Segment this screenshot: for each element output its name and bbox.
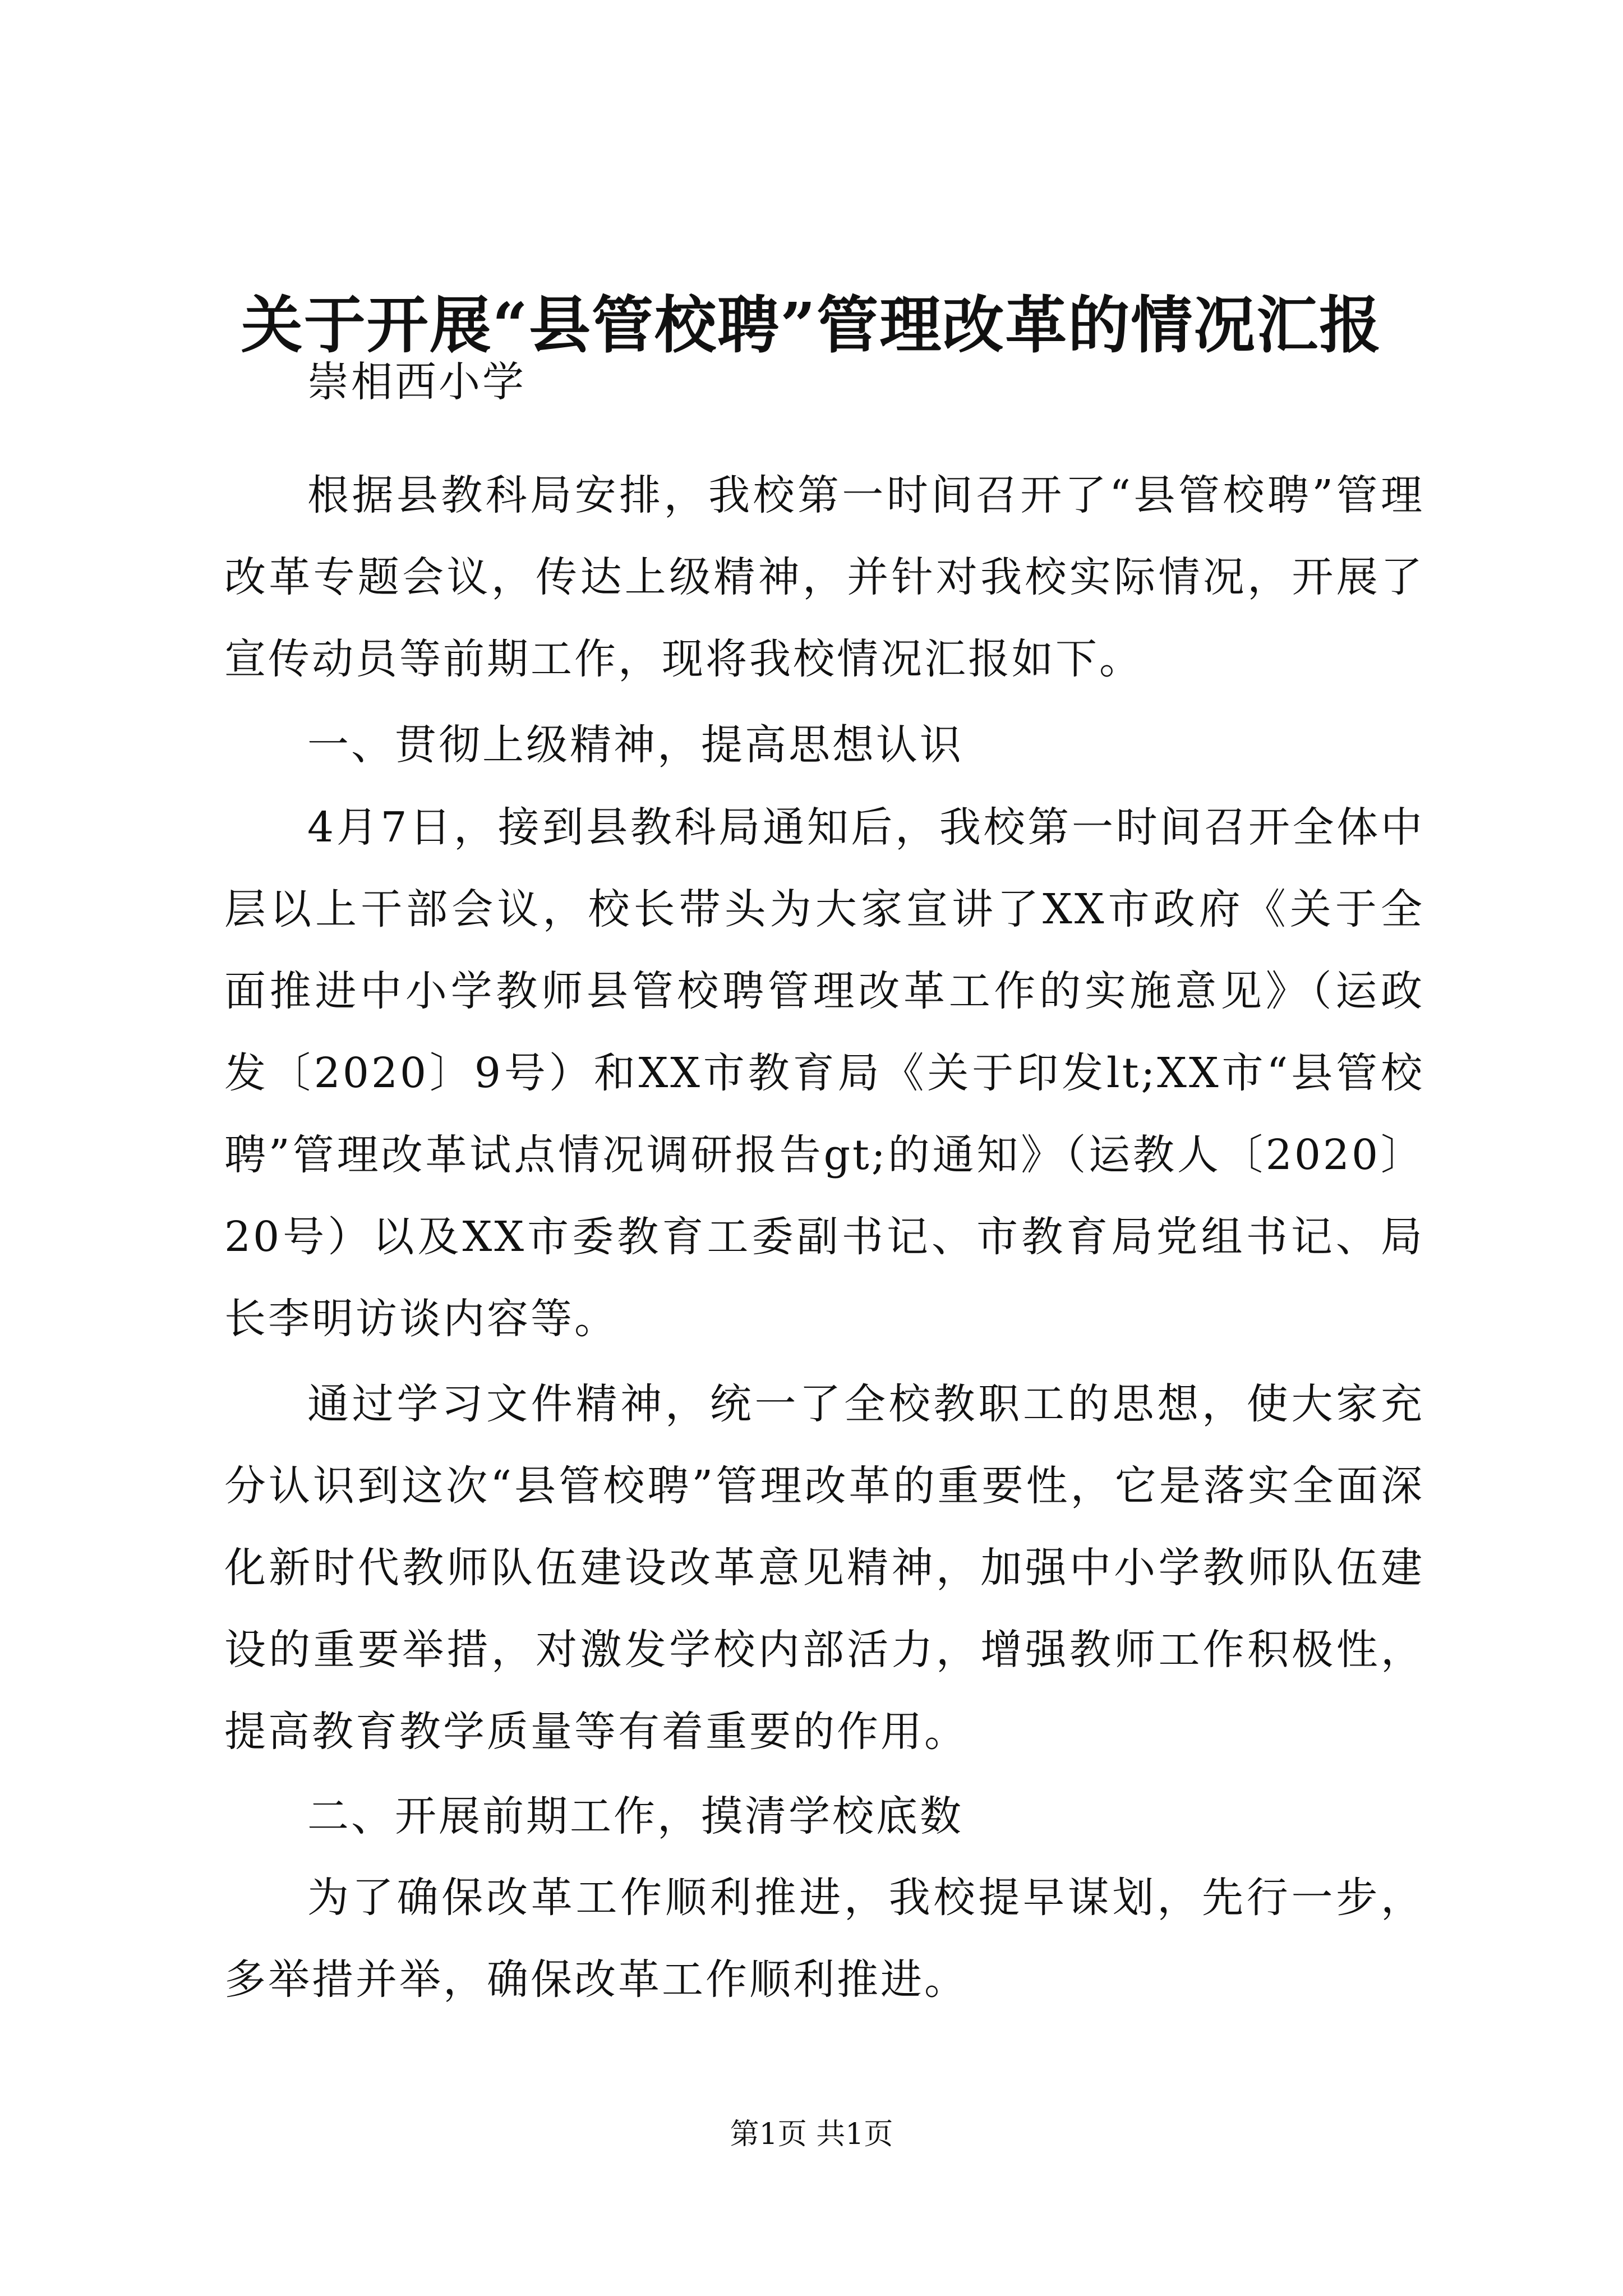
intro-paragraph: 根据县教科局安排，我校第一时间召开了“县管校聘”管理改革专题会议，传达上级精神，并针对我校实际情况，开展了宣传动员等前期工作，现将我校情况汇报如下。 bbox=[224, 471, 1424, 683]
organization-name: 崇相西小学 bbox=[307, 358, 526, 406]
document-title: 关于开展“县管校聘”管理改革的情况汇报 bbox=[241, 289, 1382, 361]
section-1-paragraph-1: 4月7日，接到县教科局通知后，我校第一时间召开全体中层以上干部会议，校长带头为大家宣讲了XX市政府《关于全面推进中小学教师县管校聘管理改革工作的实施意见》（运政发〔2020〕9号）和XX市教育局《关于印发lt;XX市“县管校聘”管理改革试点情况调研报告gt;的通知》（运教人〔2020〕20号）以及XX市委教育工委副书记、市教育局党组书记、局长李明访谈内容等。 bbox=[224, 803, 1424, 1343]
section-1-paragraph-2: 通过学习文件精神，统一了全校教职工的思想，使大家充分认识到这次“县管校聘”管理改革的重要性，它是落实全面深化新时代教师队伍建设改革意见精神，加强中小学教师队伍建设的重要举措，对激发学校内部活力，增强教师工作积极性，提高教育教学质量等有着重要的作用。 bbox=[224, 1380, 1424, 1756]
section-2-paragraph-1: 为了确保改革工作顺利推进，我校提早谋划，先行一步，多举措并举，确保改革工作顺利推进。 bbox=[224, 1874, 1424, 2004]
section-heading-2: 二、开展前期工作，摸清学校底数 bbox=[307, 1792, 963, 1841]
page-footer: 第1页 共1页 bbox=[730, 2118, 893, 2151]
section-heading-1: 一、贯彻上级精神，提高思想认识 bbox=[307, 721, 963, 769]
